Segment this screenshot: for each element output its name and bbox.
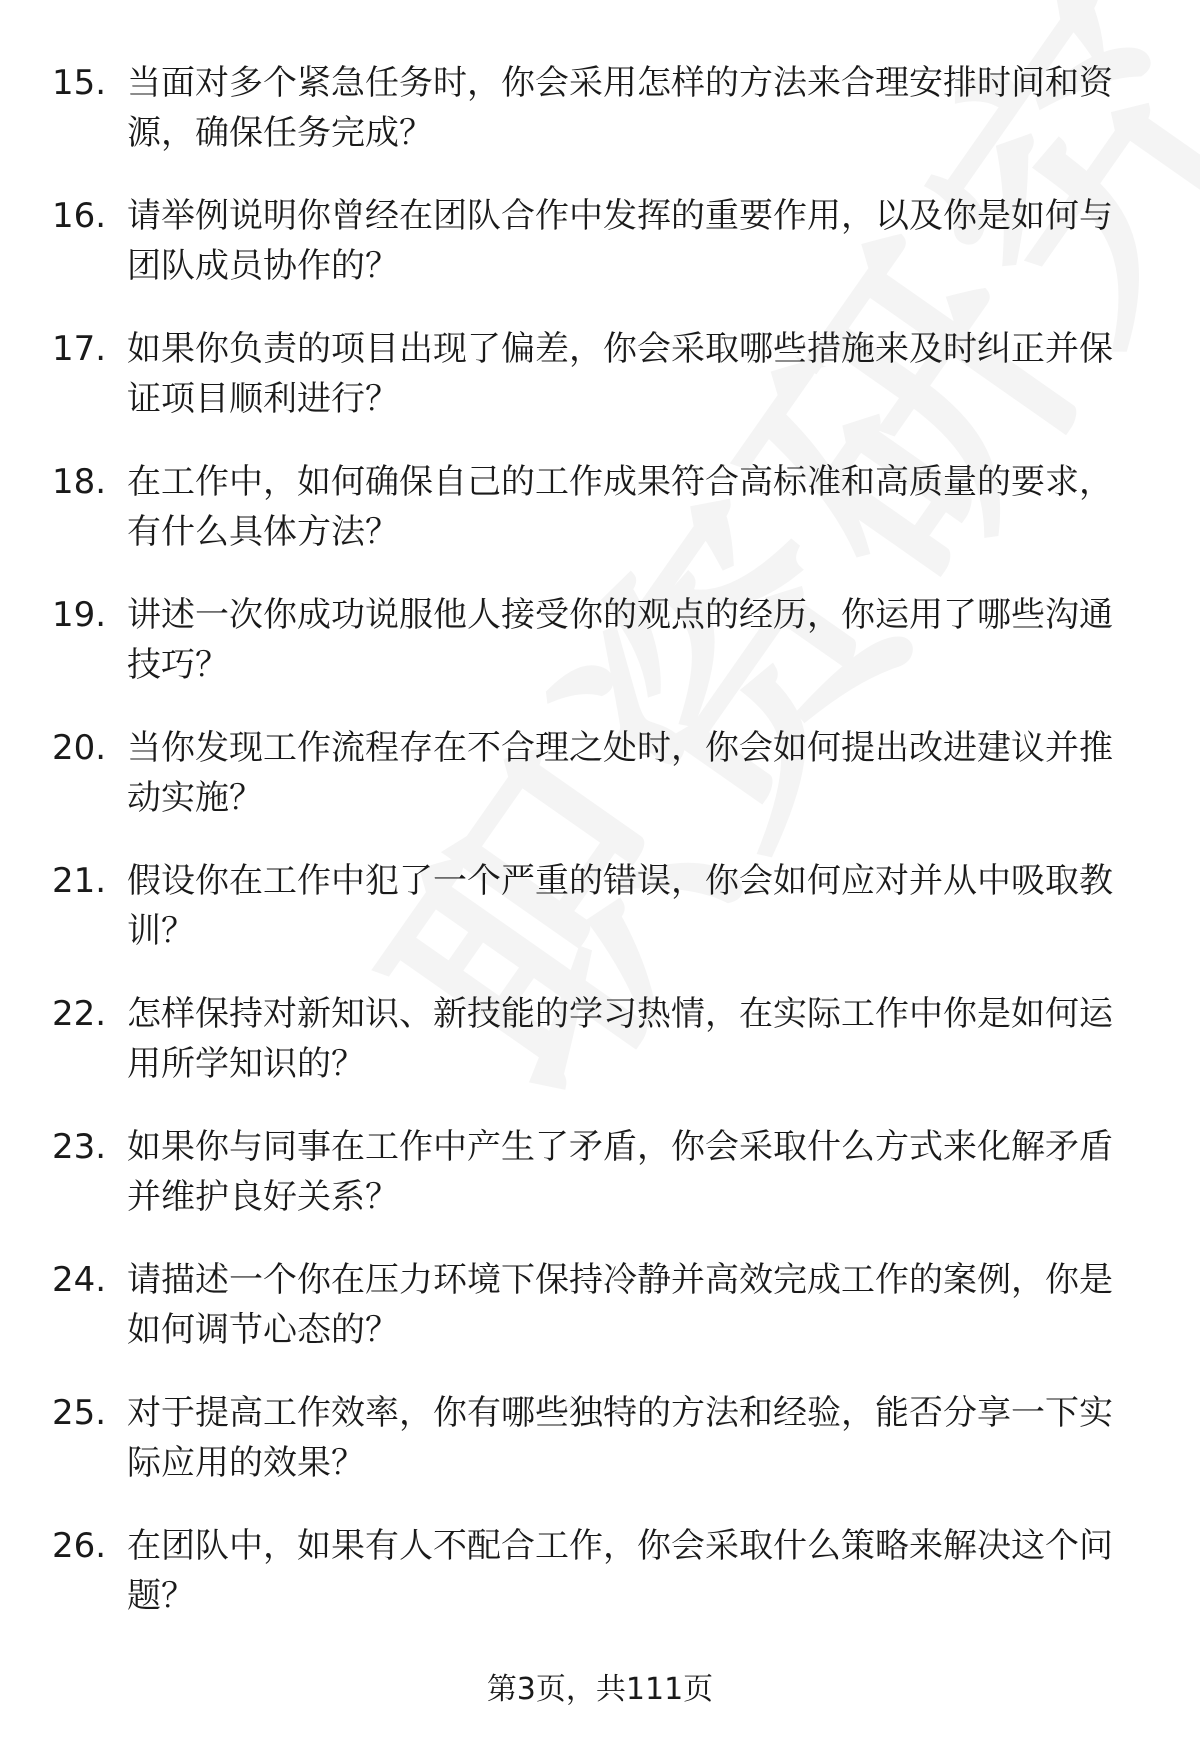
list-item: [52, 1521, 1152, 1654]
question-number: 17.: [52, 329, 107, 369]
list-item: [52, 58, 1152, 191]
question-text: 当你发现工作流程存在不合理之处时，你会如何提出改进建议并推动实施？: [127, 728, 1113, 818]
list-item: [52, 1388, 1152, 1521]
question-number: 15.: [52, 63, 107, 103]
question-text: 对于提高工作效率，你有哪些独特的方法和经验，能否分享一下实际应用的效果？: [127, 1393, 1113, 1483]
question-number: 19.: [52, 595, 107, 635]
question-text: 请举例说明你曾经在团队合作中发挥的重要作用，以及你是如何与团队成员协作的？: [127, 196, 1113, 286]
question-number: 24.: [52, 1260, 107, 1300]
question-number: 16.: [52, 196, 107, 236]
question-number: 20.: [52, 728, 107, 768]
list-item: [52, 324, 1152, 457]
question-text: 讲述一次你成功说服他人接受你的观点的经历，你运用了哪些沟通技巧？: [127, 595, 1113, 685]
question-text: 如果你负责的项目出现了偏差，你会采取哪些措施来及时纠正并保证项目顺利进行？: [127, 329, 1113, 419]
list-item: [52, 856, 1152, 989]
question-number: 26.: [52, 1526, 107, 1566]
question-text: 在工作中，如何确保自己的工作成果符合高标准和高质量的要求，有什么具体方法？: [127, 462, 1113, 552]
page-number-footer: 第3页，共111页: [486, 1672, 714, 1707]
question-text: 当面对多个紧急任务时，你会采用怎样的方法来合理安排时间和资源，确保任务完成？: [127, 63, 1113, 153]
question-text: 请描述一个你在压力环境下保持冷静并高效完成工作的案例，你是如何调节心态的？: [127, 1260, 1113, 1350]
list-item: [52, 590, 1152, 723]
question-number: 21.: [52, 861, 107, 901]
question-text: 怎样保持对新知识、新技能的学习热情，在实际工作中你是如何运用所学知识的？: [127, 994, 1113, 1084]
question-text: 假设你在工作中犯了一个严重的错误，你会如何应对并从中吸取教训？: [127, 861, 1113, 951]
list-item: [52, 723, 1152, 856]
list-item: [52, 989, 1152, 1122]
question-text: 在团队中，如果有人不配合工作，你会采取什么策略来解决这个问题？: [127, 1526, 1113, 1616]
list-item: [52, 1122, 1152, 1255]
list-item: [52, 191, 1152, 324]
question-number: 25.: [52, 1393, 107, 1433]
question-number: 23.: [52, 1127, 107, 1167]
list-item: [52, 1255, 1152, 1388]
question-list: [52, 58, 1152, 1654]
list-item: [52, 457, 1152, 590]
question-number: 18.: [52, 462, 107, 502]
question-text: 如果你与同事在工作中产生了矛盾，你会采取什么方式来化解矛盾并维护良好关系？: [127, 1127, 1113, 1217]
question-number: 22.: [52, 994, 107, 1034]
